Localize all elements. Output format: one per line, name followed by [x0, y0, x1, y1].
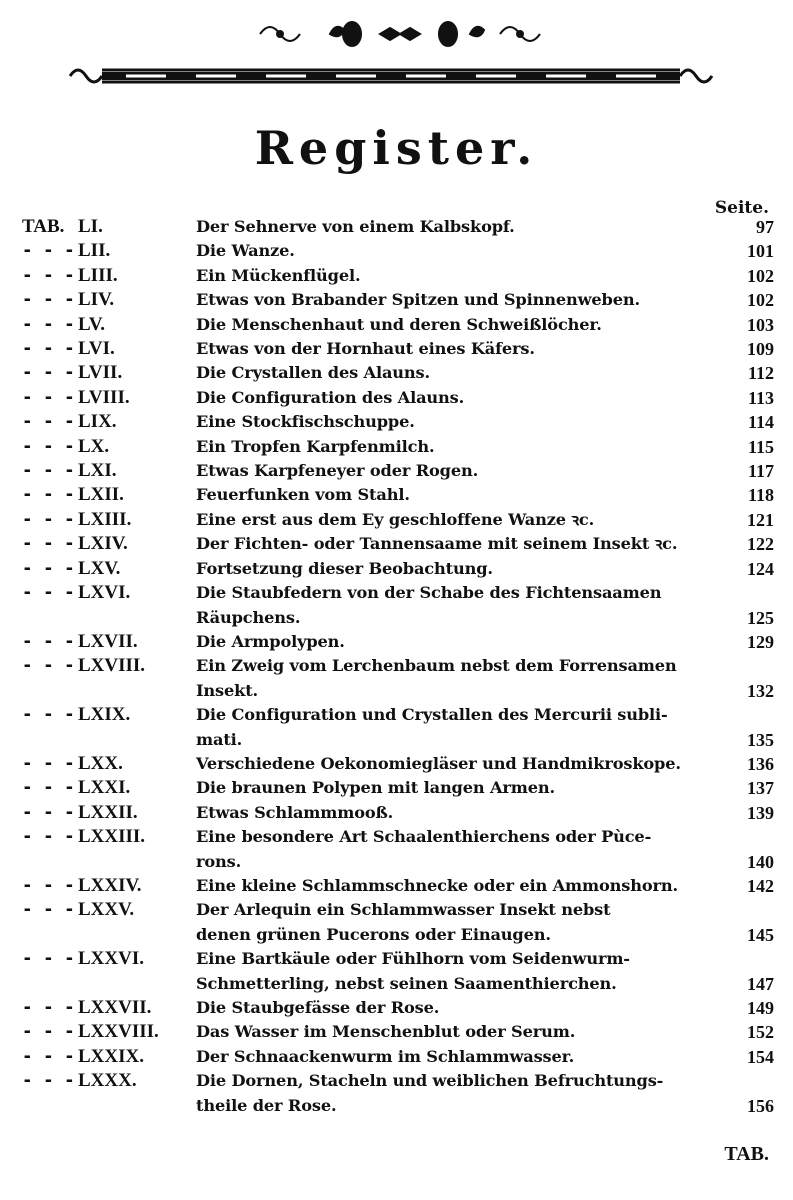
- plate-number: LXVI.: [78, 582, 131, 604]
- entry-leader: - - -: [22, 290, 75, 311]
- plate-description: Eine kleine Schlammschnecke oder ein Ammonshorn.: [196, 875, 678, 895]
- plate-description: Etwas Karpfeneyer oder Rogen.: [196, 461, 479, 481]
- entry-leader: - - -: [22, 412, 75, 433]
- plate-number: LVIII.: [78, 386, 130, 408]
- register-entry: [22, 215, 774, 239]
- plate-number: LXXX.: [78, 1070, 137, 1092]
- register-list: [22, 215, 774, 1118]
- page-number: 132: [747, 680, 774, 701]
- entry-leader: - - -: [22, 875, 75, 896]
- plate-number: LXXI.: [78, 777, 131, 799]
- entry-leader: - - -: [22, 339, 75, 360]
- plate-description: Etwas von Brabander Spitzen und Spinnenweben.: [196, 290, 640, 310]
- page-number: 113: [747, 387, 774, 408]
- plate-number: LXXVII.: [78, 997, 152, 1018]
- plate-description: Eine erst aus dem Ey geschloffene Wanze ꝛc.: [196, 509, 595, 529]
- register-entry: [22, 703, 774, 752]
- plate-number: LVI.: [78, 338, 115, 360]
- register-entry: [22, 435, 774, 459]
- plate-number: LXIII.: [78, 508, 132, 530]
- page-number: 140: [747, 851, 774, 872]
- page-number: 124: [747, 558, 774, 579]
- entry-leader: TAB.: [22, 216, 65, 237]
- page-number: 109: [747, 339, 774, 360]
- plate-description: Ein Mückenflügel.: [196, 265, 361, 285]
- page-number: 154: [747, 1046, 774, 1067]
- page-number: 112: [747, 363, 774, 384]
- plate-description: Die Menschenhaut und deren Schweißlöcher.: [196, 314, 602, 334]
- entry-leader: - - -: [22, 387, 75, 408]
- plate-number: LXII.: [78, 484, 124, 506]
- entry-leader: - - -: [22, 802, 75, 823]
- register-entry: [22, 1069, 774, 1118]
- entry-leader: - - -: [22, 485, 75, 506]
- register-entry: [22, 483, 774, 507]
- entry-leader: - - -: [22, 705, 75, 726]
- register-entry: [22, 996, 774, 1020]
- page-number: 97: [756, 217, 774, 237]
- register-entry: [22, 410, 774, 434]
- register-entry: [22, 459, 774, 483]
- page-number: 114: [747, 412, 774, 433]
- entry-leader: - - -: [22, 998, 75, 1018]
- plate-description: Die Crystallen des Alauns.: [196, 363, 430, 383]
- plate-number: LV.: [78, 313, 105, 335]
- plate-description: Das Wasser im Menschenblut oder Serum.: [196, 1022, 576, 1042]
- entry-leader: - - -: [22, 753, 75, 774]
- page-number: 103: [747, 314, 774, 335]
- decorative-vignette-icon: [250, 12, 550, 52]
- plate-description: Ein Tropfen Karpfenmilch.: [196, 436, 435, 456]
- page-number: 125: [747, 607, 774, 628]
- page-number: 117: [747, 461, 774, 482]
- entry-leader: - - -: [22, 314, 75, 335]
- entry-leader: - - -: [22, 778, 75, 799]
- plate-number: LXVII.: [78, 630, 138, 652]
- plate-description: Die Configuration und Crystallen des Mercurii subli- mati.: [196, 705, 668, 749]
- catchword: TAB.: [724, 1143, 769, 1165]
- page-number: 139: [747, 802, 774, 823]
- register-entry: [22, 532, 774, 556]
- entry-leader: - - -: [22, 949, 75, 970]
- plate-number: LVII.: [78, 362, 123, 384]
- plate-number: LIII.: [78, 264, 118, 286]
- entry-leader: - - -: [22, 656, 75, 677]
- plate-description: Die Wanze.: [196, 241, 295, 261]
- register-entry: [22, 1020, 774, 1044]
- entry-leader: - - -: [22, 461, 75, 482]
- entry-leader: - - -: [22, 241, 75, 262]
- page-number: 137: [747, 778, 774, 799]
- entry-leader: - - -: [22, 827, 75, 848]
- register-entry: [22, 557, 774, 581]
- register-entry: [22, 654, 774, 703]
- plate-description: Die braunen Polypen mit langen Armen.: [196, 778, 556, 798]
- ornamental-rule-icon: [66, 60, 716, 92]
- register-entry: [22, 898, 774, 947]
- register-entry: [22, 508, 774, 532]
- plate-number: LXIV.: [78, 533, 128, 555]
- page-title: Register.: [254, 121, 539, 175]
- page-number: 147: [747, 973, 774, 994]
- register-entry: [22, 874, 774, 898]
- page-number: 152: [747, 1022, 774, 1043]
- plate-description: Etwas Schlammmooß.: [196, 802, 394, 822]
- page-number: 156: [747, 1095, 774, 1116]
- register-entry: [22, 264, 774, 288]
- plate-number: LX.: [78, 435, 110, 457]
- plate-number: LXXIII.: [78, 826, 146, 848]
- page-number: 101: [747, 241, 774, 262]
- page-column-header: Seite.: [714, 198, 769, 218]
- register-entry: [22, 1045, 774, 1069]
- register-entry: [22, 801, 774, 825]
- page-number: 149: [747, 998, 774, 1018]
- plate-description: Der Sehnerve von einem Kalbskopf.: [196, 217, 515, 236]
- entry-leader: - - -: [22, 363, 75, 384]
- plate-number: LXXV.: [78, 899, 135, 921]
- page-number: 135: [747, 729, 774, 750]
- plate-number: LI.: [78, 216, 103, 237]
- entry-leader: - - -: [22, 1046, 75, 1067]
- register-entry: [22, 752, 774, 776]
- plate-description: Eine besondere Art Schaalenthierchens oder Pùce- rons.: [196, 827, 652, 871]
- register-entry: [22, 581, 774, 630]
- entry-leader: - - -: [22, 900, 75, 921]
- entry-leader: - - -: [22, 534, 75, 555]
- plate-description: Der Fichten- oder Tannensaame mit seinem Insekt ꝛc.: [196, 534, 678, 554]
- entry-leader: - - -: [22, 631, 75, 652]
- plate-description: Eine Stockfischschuppe.: [196, 412, 415, 432]
- plate-description: Die Staubfedern von der Schabe des Fichtensaamen Räupchens.: [196, 583, 662, 627]
- entry-leader: - - -: [22, 1022, 75, 1043]
- entry-leader: - - -: [22, 558, 75, 579]
- register-entry: [22, 337, 774, 361]
- plate-number: LXX.: [78, 752, 123, 774]
- plate-description: Feuerfunken vom Stahl.: [196, 485, 410, 505]
- plate-number: LXV.: [78, 557, 121, 579]
- register-entry: [22, 239, 774, 263]
- plate-description: Etwas von der Hornhaut eines Käfers.: [196, 339, 535, 359]
- plate-description: Verschiedene Oekonomiegläser und Handmikroskope.: [196, 753, 681, 773]
- plate-description: Die Armpolypen.: [196, 631, 345, 651]
- plate-number: LIV.: [78, 289, 115, 311]
- register-entry: [22, 386, 774, 410]
- plate-number: LXXIX.: [78, 1045, 144, 1067]
- page-number: 102: [747, 265, 774, 286]
- register-entry: [22, 288, 774, 312]
- plate-description: Die Staubgefässe der Rose.: [196, 998, 440, 1017]
- page-number: 118: [747, 485, 774, 506]
- plate-number: LII.: [78, 240, 111, 262]
- plate-description: Die Dornen, Stacheln und weiblichen Befruchtungs- theile der Rose.: [196, 1071, 664, 1115]
- page-number: 102: [747, 290, 774, 311]
- page-number: 142: [747, 875, 774, 896]
- plate-description: Der Arlequin ein Schlammwasser Insekt nebst denen grünen Pucerons oder Einaugen.: [196, 900, 611, 944]
- register-entry: [22, 947, 774, 996]
- plate-number: LXXVI.: [78, 948, 144, 970]
- plate-number: LXXII.: [78, 801, 138, 823]
- register-entry: [22, 776, 774, 800]
- page-number: 115: [747, 436, 774, 457]
- plate-description: Der Schnaackenwurm im Schlammwasser.: [196, 1046, 575, 1066]
- page-number: 121: [747, 509, 774, 530]
- entry-leader: - - -: [22, 583, 75, 604]
- plate-description: Die Configuration des Alauns.: [196, 387, 465, 407]
- page-number: 129: [747, 631, 774, 652]
- plate-description: Fortsetzung dieser Beobachtung.: [196, 558, 493, 578]
- plate-number: LXXVIII.: [78, 1021, 159, 1043]
- plate-number: LXIX.: [78, 704, 131, 726]
- plate-description: Ein Zweig vom Lerchenbaum nebst dem Forrensamen Insekt.: [196, 656, 677, 700]
- page-number: 136: [747, 753, 774, 774]
- plate-description: Eine Bartkäule oder Fühlhorn vom Seidenwurm- Schmetterling, nebst seinen Saamenthierchen.: [196, 949, 630, 993]
- entry-leader: - - -: [22, 265, 75, 286]
- entry-leader: - - -: [22, 1071, 75, 1092]
- page-number: 122: [747, 534, 774, 555]
- register-entry: [22, 630, 774, 654]
- plate-number: LXXIV.: [78, 874, 142, 896]
- register-entry: [22, 361, 774, 385]
- page-number: 145: [747, 924, 774, 945]
- register-entry: [22, 313, 774, 337]
- entry-leader: - - -: [22, 509, 75, 530]
- plate-number: LIX.: [78, 411, 117, 433]
- plate-number: LXVIII.: [78, 655, 146, 677]
- register-entry: [22, 825, 774, 874]
- entry-leader: - - -: [22, 436, 75, 457]
- plate-number: LXI.: [78, 460, 117, 482]
